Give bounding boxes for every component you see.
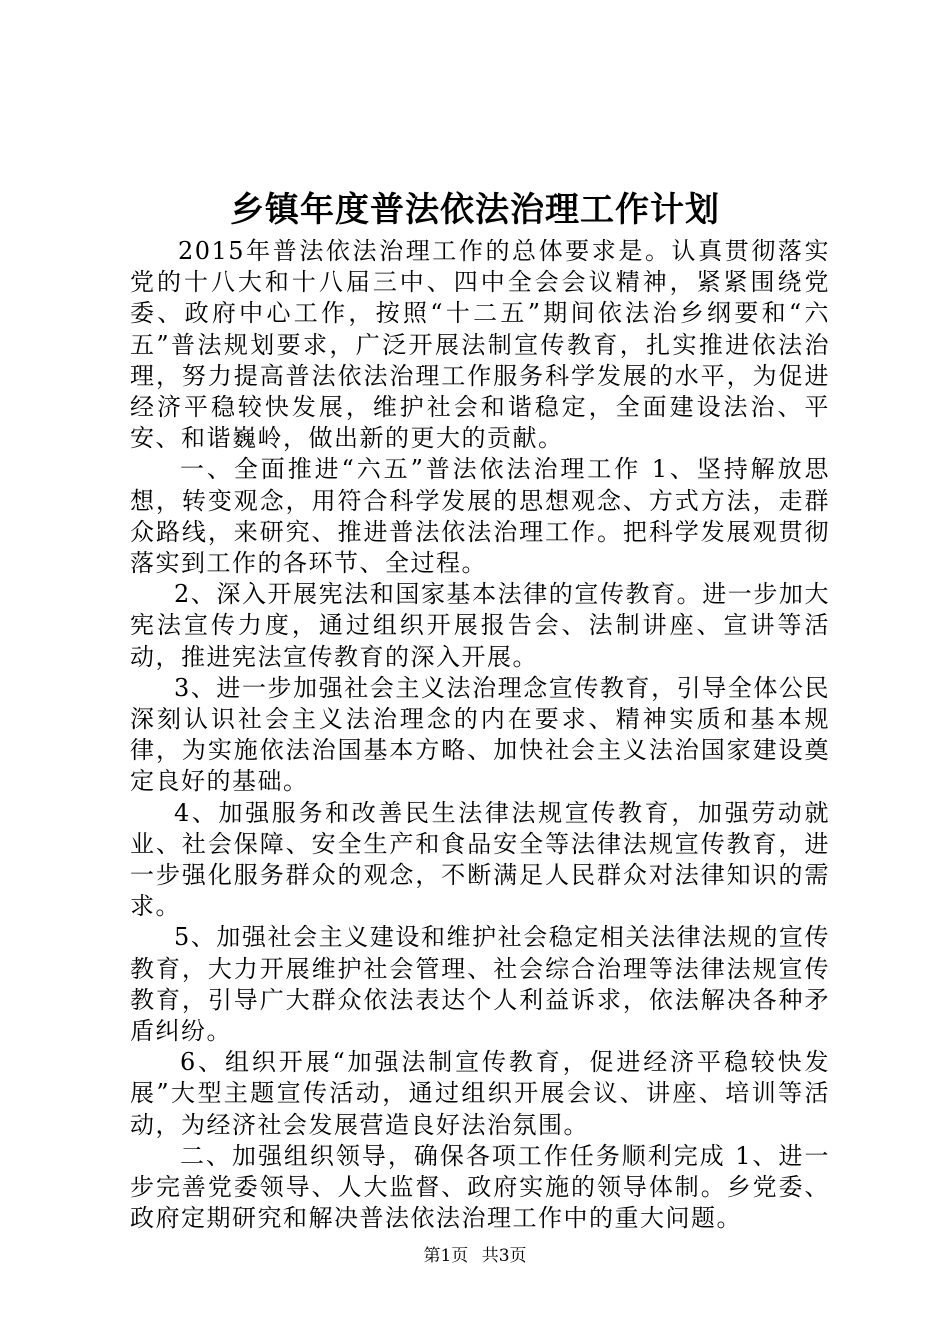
page-number-current: 第1页 [423, 1246, 469, 1266]
page-number-total: 共3页 [481, 1246, 527, 1266]
paragraph-section-2: 二、加强组织领导，确保各项工作任务顺利完成 1、进一步完善党委领导、人大监督、政府实施的领导体制。乡党委、政府定期研究和解决普法依法治理工作中的重大问题。 [130, 1141, 830, 1233]
paragraph-intro: 2015年普法依法治理工作的总体要求是。认真贯彻落实党的十八大和十八届三中、四中全会会议精神，紧紧围绕党委、政府中心工作，按照“十二五”期间依法治乡纲要和“六五”普法规划要求，广泛开展法制宣传教育，扎实推进依法治理，努力提高普法依法治理工作服务科学发展的水平，为促进经济平稳较快发展，维护社会和谐稳定，全面建设法治、平安、和谐巍岭，做出新的更大的贡献。 [130, 237, 830, 453]
paragraph-item-6: 6、组织开展“加强法制宣传教育，促进经济平稳较快发展”大型主题宣传活动，通过组织开展会议、讲座、培训等活动，为经济社会发展营造良好法治氛围。 [130, 1048, 830, 1139]
paragraph-section-1: 一、全面推进“六五”普法依法治理工作 1、坚持解放思想，转变观念，用符合科学发展的思想观念、方式方法，走群众路线，来研究、推进普法依法治理工作。把科学发展观贯彻落实到工作的各环节、全过程。 [130, 455, 830, 578]
paragraph-item-2: 2、深入开展宪法和国家基本法律的宣传教育。进一步加大宪法宣传力度，通过组织开展报告会、法制讲座、宣讲等活动，推进宪法宣传教育的深入开展。 [130, 580, 830, 671]
page-footer [0, 1244, 950, 1268]
paragraph-item-5: 5、加强社会主义建设和维护社会稳定相关法律法规的宣传教育，大力开展维护社会管理、社会综合治理等法律法规宣传教育，引导广大群众依法表达个人利益诉求，依法解决各种矛盾纠纷。 [130, 923, 830, 1046]
paragraph-item-4: 4、加强服务和改善民生法律法规宣传教育，加强劳动就业、社会保障、安全生产和食品安全等法律法规宣传教育，进一步强化服务群众的观念，不断满足人民群众对法律知识的需求。 [130, 798, 830, 921]
document-body [130, 236, 830, 1235]
paragraph-item-3: 3、进一步加强社会主义法治理念宣传教育，引导全体公民深刻认识社会主义法治理念的内在要求、精神实质和基本规律，为实施依法治国基本方略、加快社会主义法治国家建设奠定良好的基础。 [130, 673, 830, 796]
page-title: 乡镇年度普法依法治理工作计划 [230, 190, 720, 230]
